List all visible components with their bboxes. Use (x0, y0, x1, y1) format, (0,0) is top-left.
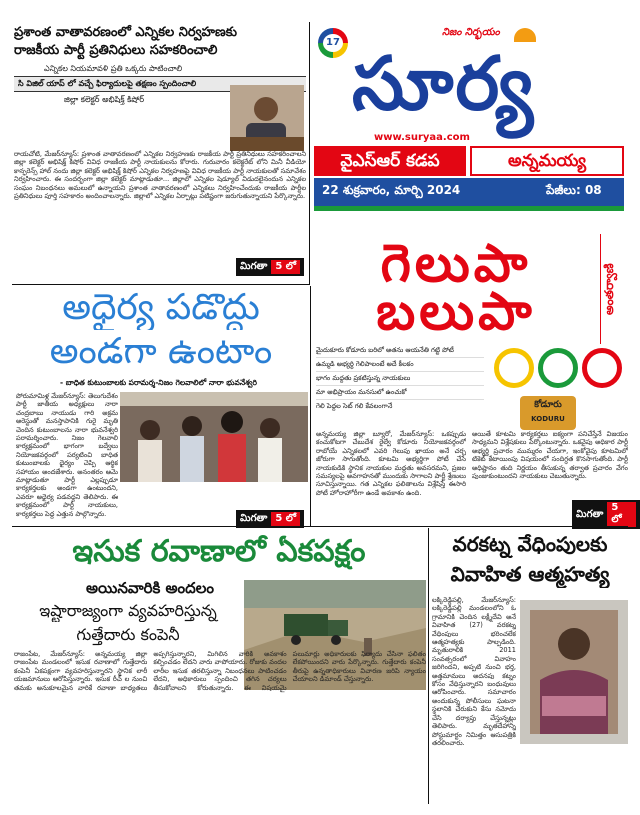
story3-sub-4: మా అభిప్రాయం మనసులో ఉంచుకో (316, 386, 484, 400)
story3-sub-5: గెలి పెద్దల సెట్ గలి కేవలంగానే (316, 402, 393, 410)
story2-headline-line1: అధైర్య పడొద్దు (62, 287, 260, 328)
story1-headline-line2: రాజకీయ పార్టీ ప్రతినిధులు సహకరించాలి (14, 43, 218, 58)
story3-more-link[interactable] (572, 500, 640, 529)
koduru-badge (520, 396, 576, 430)
story3-sub-lines (316, 344, 484, 424)
story3-sub-3: భాగం మద్దతు ప్రకటిస్తున్న నాయకులు (316, 372, 484, 386)
masthead-logo: సూర్య (352, 41, 536, 127)
story1-sub2: సి విజిల్ యాప్ లో వచ్చే ఫిర్యాదులపై తక్షణం స్పందించాలి (14, 76, 306, 92)
story3-sub-1: మైదుకూరు కోడూరు బరిలో అతను ఆయనేతి గట్టి పోటీ (316, 344, 484, 358)
party-logo-3-icon (582, 348, 622, 388)
story2-photo (120, 392, 308, 482)
story3-headline-line1: గెలుపా (380, 236, 532, 292)
date-bar-stripe (314, 206, 624, 211)
story4-body: రాజంపేట, మేజర్‌న్యూస్: అన్నమయ్య జిల్లా రాజంపేట మండలంలో ఇసుక రవాణాలో గుత్తేదారు కంపెనీ ఏకపక్షంగా వ్యవహరిస్తున్నారని స్థానిక లారీ యజమానులు ఆరోపిస్తున్నారు. ఇసుక రీచ్ ల నుంచి తమకు అనుకూలమైన వారికే రవాణా బాధ్యతలు అప్పగిస్తున్నారని, మిగిలిన వారికి అవకాశం కల్పించడం లేదని వారు వాపోయారు. రోజుకు వందల లారీల ఇసుక తరలిస్తున్నా నిబంధనలు పాటించడం లేదని, అధికారులు స్పందించి తగిన చర్యలు తీసుకోవాలని కోరుతున్నారు. ఈ విషయమై పలుమార్లు అధికారులకు ఫిర్యాదు చేసినా ఫలితం లేకపోయిందని వారు పేర్కొన్నారు. గుత్తేదారు కంపెనీ తీరుపై ఉన్నతాధికారులు విచారణ జరిపి న్యాయం చేయాలని డిమాండ్ చేస్తున్నారు. (14, 650, 426, 692)
website: www.suryaa.com (374, 132, 470, 143)
story3-side-label (600, 234, 628, 344)
crowd-photo-icon (120, 392, 308, 482)
party-logo-1-icon (494, 348, 534, 388)
story4-sub2-line2: గుత్తేదారు కంపెనీ (76, 625, 180, 644)
story3-headline-line2: బలుపా (376, 284, 536, 340)
story3-more-page: 5 లో (607, 502, 636, 527)
anniversary-number: 17 (323, 34, 343, 52)
koduru-badge-sub: KODURU (531, 415, 565, 423)
story5-body-cont (520, 748, 628, 800)
story5-headline-line2: వివాహిత ఆత్మహత్య (450, 562, 610, 586)
tagline: నిజం నిర్భయం (442, 27, 500, 38)
divider-v-top (309, 22, 310, 284)
story1-more-link[interactable] (236, 258, 304, 276)
divider-h-top (12, 284, 310, 285)
party-logo-2-icon (538, 348, 578, 388)
story2-headline-line2: అండగా ఉంటాం (49, 331, 273, 372)
story4-sub2-line1: ఇష్టారాజ్యంగా వ్యవహరిస్తున్న (39, 601, 217, 620)
story1-body: రాయచోటి, మేజర్‌న్యూస్: ప్రశాంత వాతావరణంలో ఎన్నికల నిర్వహణకు రాజకీయ పార్టీ ప్రతినిధులు సహకరించాలని జిల్లా కలెక్టర్ అభిషిక్త్ కిషోర్ వివిధ రాజకీయ పార్టీ నాయకులను కోరారు. గురువారం కలెక్టరేట్ లోని మినీ వీడియో కాన్ఫరెన్స్ హాల్ నందు జిల్లా కలెక్టర్ అభిషిక్త్ కిషోర్ ఎన్నికల నిర్వహణపై వివిధ రాజకీయ పార్టీ నాయకులతో సమావేశం నిర్వహించారు. ఈ సందర్భంగా జిల్లా కలెక్టర్ మాట్లాడుతూ... జిల్లాలో ఎన్నికల షెడ్యూల్ విడుదలైనందున ఎన్నికల సంఘం నిబంధనలు అమలులో ఉన్నాయని ప్రశాంత వాతావరణంలో ఎన్నికలు నిర్వహించేందుకు రాజకీయ పార్టీల ప్రతినిధులు పూర్తి సహకారం అందించాలన్నారు. జిల్లాలో ఎన్నికల ఏర్పాట్లు పటిష్టంగా జరుగుతున్నాయని పేర్కొన్నారు. (14, 150, 306, 201)
story2-more-label: మిగతా (240, 513, 268, 524)
divider-h-mid (12, 526, 628, 527)
story3-side-label-text: అంతర్వాణి (602, 263, 616, 315)
divider-v-bottom (428, 528, 429, 804)
story3-more-label: మిగతా (576, 508, 604, 520)
story1-more-label: మిగతా (240, 261, 268, 272)
story3-body-right: అయితే కూటమి కార్యకర్తలు ఐక్యంగా పనిచేస్తేనే విజయం సాధ్యమని విశ్లేషకులు పేర్కొంటున్నారు. ఒకవైపు అధికార పార్టీ అభ్యర్థి ప్రచారం ముమ్మరం చేయగా, ఇంకోవైపు కూటమిలో టికెట్ కేటాయింపు విషయంలో సందిగ్ధత కొనసాగుతోంది. పార్టీ అధిష్టానం తుది నిర్ణయం తీసుకున్న తర్వాత ప్రచారం వేగం పుంజుకుంటుందని నాయకులు చెబుతున్నారు. (472, 430, 628, 481)
story1-byline: జిల్లా కలెక్టర్ అభిషిక్త్ కిషోర్ (64, 95, 145, 104)
masthead (314, 22, 628, 232)
story3-body-left: అన్నమయ్య జిల్లా బ్యూరో, మేజర్‌న్యూస్: ఒకప్పుడు కంచుకోటగా చేబుదేశ రైల్వే కోడూరు నియోజకవర్గంలో రాబోయే ఎన్నికలలో ఎవరి గెలుపు ఖాయం అనే చర్చ జోరుగా సాగుతోంది. కూటమి అభ్యర్థిగా పోటీ చేసే నాయకుడికి స్థానిక నాయకుల మద్దతు అవసరమని, ప్రజల సమస్యలపై అవగాహనతో ముందుకు సాగాలని పార్టీ శ్రేణులు సూచిస్తున్నాయి. గత ఎన్నికల ఫలితాలను విశ్లేషిస్తే ఈసారి పోటీ హోరాహోరీగా ఉండే అవకాశం ఉంది. (316, 430, 466, 497)
story3-sub-2: ఉమ్మడి అభ్యర్థి గెలిపాలంటే అదే కీలకం (316, 358, 484, 372)
story4-sub1: అయినవారికి అందలం (86, 579, 214, 597)
collector-portrait-icon (230, 85, 304, 151)
divider-v-mid (310, 286, 311, 526)
story2-body: పోరుమామిళ్ల మేజర్‌న్యూస్: తెలుగుదేశం పార్టీ జాతీయ అధ్యక్షులు నారా చంద్రబాబు నాయుడు గారి అక్రమ అరెస్టుతో మనస్తాపానికి గురై మృతి చెందిన కుటుంబాలను నారా భువనేశ్వరి పరామర్శించారు. నిజం గెలవాలి కార్యక్రమంలో భాగంగా బద్వేలు నియోజకవర్గంలో పర్యటించి బాధిత కుటుంబాలకు ధైర్యం చెప్పి ఆర్థిక సహాయం అందజేశారు. అనంతరం ఆమె మాట్లాడుతూ పార్టీ ఎల్లప్పుడూ కార్యకర్తలకు అండగా ఉంటుందని, ఎవరూ అధైర్య పడవద్దని తెలిపారు. ఈ కార్యక్రమంలో పార్టీ నాయకులు, కార్యకర్తలు పెద్ద ఎత్తున పాల్గొన్నారు. (16, 392, 118, 518)
victim-photo-icon (520, 600, 628, 744)
edition-right: అన్నమయ్య (470, 146, 624, 176)
story5-body: లక్కిరెడ్డిపల్లి, మేజర్‌న్యూస్: లక్కిరెడ్డిపల్లి మండలంలోని ఓ గ్రామానికి చెందిన లక్ష్మీదేవి అనే వివాహిత (27) వరకట్న వేధింపులు భరించలేక ఆత్మహత్యకు పాల్పడింది. మృతురాలికి 2011 సంవత్సరంలో వివాహం జరిగిందని, అప్పటి నుంచి భర్త, అత్తమామలు అదనపు కట్నం కోసం వేధిస్తున్నారని బంధువులు ఆరోపించారు. సమాచారం అందుకున్న పోలీసులు ఘటనా స్థలానికి చేరుకుని కేసు నమోదు చేసి దర్యాప్తు చేస్తున్నట్లు తెలిపారు. మృతదేహాన్ని పోస్టుమార్టం నిమిత్తం ఆసుపత్రికి తరలించారు. (432, 596, 516, 747)
story1-more-page: 5 లో (271, 260, 300, 274)
edition-left: వైఎస్ఆర్ కడప (314, 146, 466, 176)
date-line: 22 శుక్రవారం, మార్చి 2024 (322, 183, 461, 197)
story1-sub1: ఎన్నికల నియమావళి ప్రతి ఒక్కరు పాటించాలి (44, 64, 183, 73)
story1-headline-line1: ప్రశాంత వాతావరణంలో ఎన్నికల నిర్వహణకు (14, 25, 237, 40)
party-logos (488, 344, 628, 402)
story2-more-page: 5 లో (271, 512, 300, 526)
story5-photo (520, 600, 628, 744)
story5-headline-line1: వరకట్న వేధింపులకు (452, 532, 608, 556)
story4-headline: ఇసుక రవాణాలో ఏకపక్షం (72, 534, 366, 569)
page-label: పేజీలు: 08 (546, 183, 602, 197)
story2-sub: - బాధిత కుటుంబాలకు పరామర్శ-నిజం గెలవాలిలో నారా భువనేశ్వరి (60, 378, 257, 387)
story1-photo (230, 85, 304, 151)
koduru-badge-text: కోడూరు (534, 400, 562, 410)
